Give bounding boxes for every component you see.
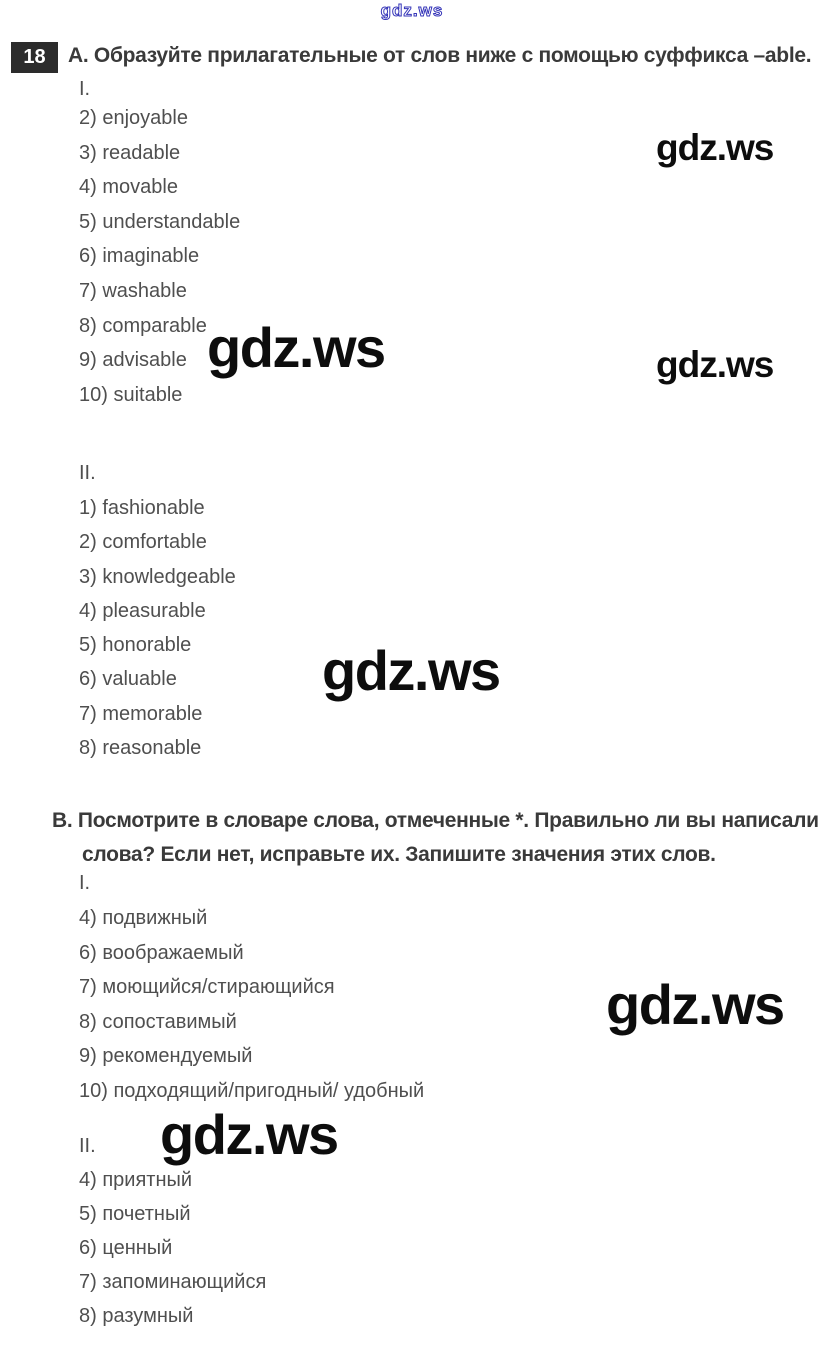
section-a-title: А. Образуйте прилагательные от слов ниже с помощью суффикса –able.	[68, 44, 812, 67]
list-item: 7) запоминающийся	[79, 1271, 267, 1293]
section-b-group1-label: I.	[79, 872, 91, 894]
section-b-title	[52, 804, 819, 872]
list-item: 6) valuable	[79, 668, 177, 691]
section-b-group2-label: II.	[79, 1135, 96, 1157]
list-item: 10) suitable	[79, 383, 183, 406]
list-item: 4) movable	[79, 176, 178, 199]
watermark-text: gdz.ws	[207, 316, 385, 379]
list-item: 6) ценный	[79, 1237, 173, 1259]
watermark-text: gdz.ws	[322, 639, 500, 702]
watermark-text: gdz.ws	[656, 127, 774, 168]
list-item: 3) knowledgeable	[79, 565, 236, 588]
section-b-title-line1: В. Посмотрите в словаре слова, отмеченные *. Правильно ли вы написали	[52, 809, 819, 832]
list-item: 1) fashionable	[79, 497, 205, 519]
list-item: 9) рекомендуемый	[79, 1045, 253, 1068]
section-b-group1-list	[79, 901, 424, 1109]
list-item: 8) comparable	[79, 314, 207, 337]
list-item: 7) memorable	[79, 702, 203, 725]
list-item: 8) сопоставимый	[79, 1010, 237, 1033]
list-item: 8) разумный	[79, 1305, 194, 1327]
list-item: 8) reasonable	[79, 737, 202, 760]
list-item: 4) pleasurable	[79, 599, 206, 622]
section-b-title-line2: слова? Если нет, исправьте их. Запишите значения этих слов.	[82, 843, 716, 866]
section-a-group2-list	[79, 491, 236, 765]
list-item: 6) воображаемый	[79, 941, 244, 964]
section-b-group2-list	[79, 1163, 266, 1333]
list-item: 10) подходящий/пригодный/ удобный	[79, 1079, 425, 1102]
section-a-group2-label: II.	[79, 462, 96, 484]
watermark-text: gdz.ws	[160, 1103, 338, 1166]
list-item: 6) imaginable	[79, 245, 200, 268]
site-logo: gdz.ws	[380, 1, 444, 20]
list-item: 5) understandable	[79, 210, 241, 233]
section-a-group1-label: I.	[79, 78, 91, 100]
list-item: 5) почетный	[79, 1203, 191, 1225]
list-item: 7) washable	[79, 279, 187, 302]
list-item: 9) advisable	[79, 349, 187, 372]
watermark-text: gdz.ws	[656, 344, 774, 385]
list-item: 3) readable	[79, 141, 181, 164]
watermark-text: gdz.ws	[606, 973, 784, 1036]
list-item: 4) подвижный	[79, 907, 208, 929]
list-item: 2) comfortable	[79, 531, 207, 554]
list-item: 5) honorable	[79, 634, 192, 657]
list-item: 7) моющийся/стирающийся	[79, 976, 335, 999]
list-item: 4) приятный	[79, 1169, 193, 1191]
exercise-number-badge: 18	[11, 42, 58, 73]
list-item: 2) enjoyable	[79, 107, 188, 129]
